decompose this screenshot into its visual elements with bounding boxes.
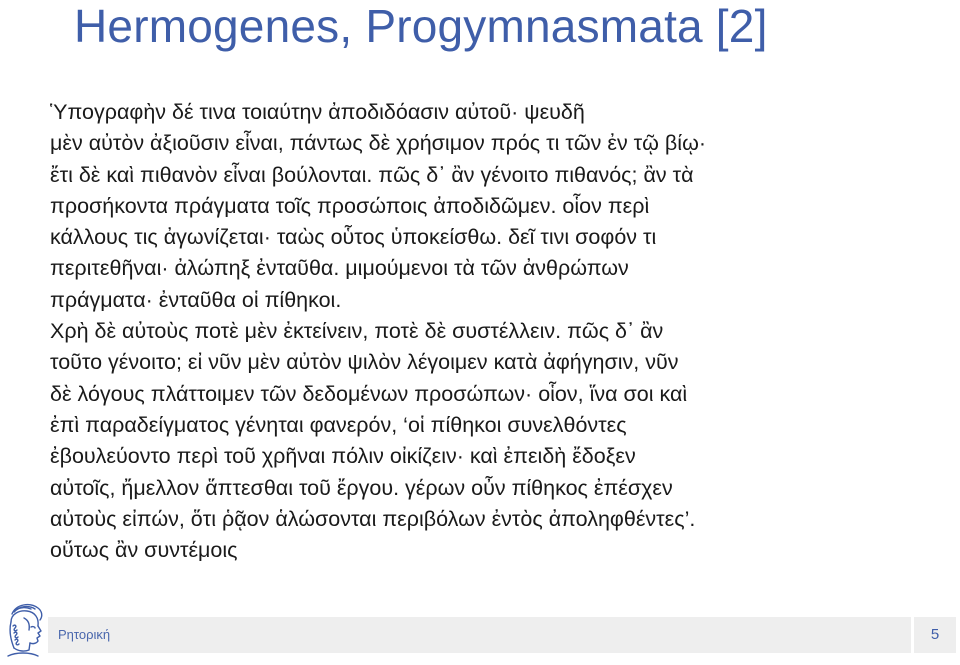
text-line: προσήκοντα πράγματα τοῖς προσώποις ἀποδιδῶμεν. οἷον περὶ — [50, 193, 650, 218]
text-line: οὕτως ἂν συντέμοις — [50, 538, 238, 563]
course-title: Ρητορική — [58, 627, 111, 642]
text-line: Χρὴ δὲ αὐτοὺς ποτὲ μὲν ἐκτείνειν, ποτὲ δὲ συστέλλειν. πῶς δ᾽ ἂν — [50, 319, 664, 344]
slide-footer — [0, 600, 960, 661]
text-line: αὐτοῖς, ἤμελλον ἅπτεσθαι τοῦ ἔργου. γέρων οὖν πίθηκος ἐπέσχεν — [50, 475, 673, 500]
text-line: ἐβουλεύοντο περὶ τοῦ χρῆναι πόλιν οἰκίζειν· καὶ ἐπειδὴ ἔδοξεν — [50, 444, 636, 469]
text-line: ἔτι δὲ καὶ πιθανὸν εἶναι βούλονται. πῶς δ᾽ ἂν γένοιτο πιθανός; ἂν τὰ — [50, 162, 694, 187]
slide-body-text — [50, 97, 930, 566]
footer-bar — [48, 617, 911, 653]
page-number: 5 — [914, 617, 956, 653]
athena-head-logo-icon — [2, 600, 46, 660]
text-line: τοῦτο γένοιτο; εἰ νῦν μὲν αὐτὸν ψιλὸν λέγοιμεν κατὰ ἀφήγησιν, νῦν — [50, 350, 679, 375]
text-line: μὲν αὐτὸν ἀξιοῦσιν εἶναι, πάντως δὲ χρήσιμον πρός τι τῶν ἐν τῷ βίῳ· — [50, 131, 707, 156]
text-line: κάλλους τις ἀγωνίζεται· ταὼς οὗτος ὑποκείσθω. δεῖ τινι σοφόν τι — [50, 225, 657, 250]
slide-title: Hermogenes, Progymnasmata [2] — [74, 0, 768, 52]
text-line: δὲ λόγους πλάττοιμεν τῶν δεδομένων προσώπων· οἷον, ἵνα σοι καὶ — [50, 381, 688, 406]
text-line: Ὑπογραφὴν δέ τινα τοιαύτην ἀποδιδόασιν αὐτοῦ· ψευδῆ — [50, 100, 585, 124]
text-line: ἐπὶ παραδείγματος γένηται φανερόν, ‘οἱ πίθηκοι συνελθόντες — [50, 412, 627, 437]
text-line: πράγματα· ἐνταῦθα οἱ πίθηκοι. — [50, 287, 342, 312]
text-line: περιτεθῆναι· ἀλώπηξ ἐνταῦθα. μιμούμενοι τὰ τῶν ἀνθρώπων — [50, 256, 629, 281]
text-line: αὐτοὺς εἰπών, ὅτι ῥᾷον ἁλώσονται περιβόλων ἐντὸς ἀποληφθέντες’. — [50, 506, 696, 531]
